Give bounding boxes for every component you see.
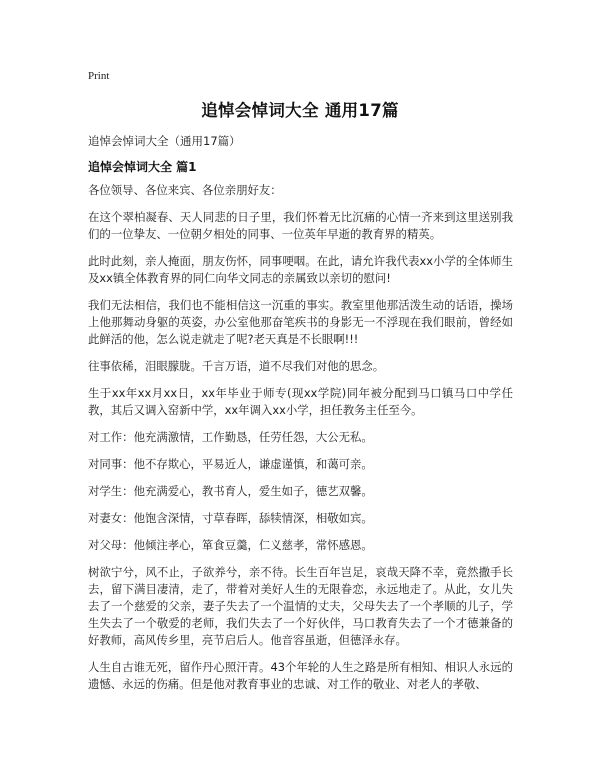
paragraph: 对学生：他充满爱心，教书育人，爱生如子，德艺双馨。 (88, 484, 373, 498)
paragraph: 对工作：他充满激情，工作勤恳，任劳任怨，大公无私。 (88, 430, 373, 444)
paragraph: 树欲宁兮，风不止，子欲养兮，亲不待。长生百年岂足，哀哉天降不幸，竟然撒手长去，留下满目凄清，走了，带着对美好人生的无限眷恋，永远地走了。从此，女儿失去了一个慈爱的父亲，妻子失去了一个温情的丈夫，父母失去了一个孝顺的儿子，学生失去了一个敬爱的老师，我们失去了一个好伙伴，马口教育失去了一个才德兼备的好教师，高风传乡里，亮节启后人。他音容虽逝，但德泽永存。 (88, 565, 513, 647)
paragraph: 对妻女：他饱含深情，寸草春晖，舔犊情深，相敬如宾。 (88, 511, 373, 525)
paragraph-greeting: 各位领导、各位来宾、各位亲朋好友： (88, 183, 282, 197)
paragraph: 此时此刻，亲人掩面，朋友伤怀，同事哽咽。在此，请允许我代表xx小学的全体师生及xx镇全体教育界的同仁向华文同志的亲属致以亲切的慰问! (88, 254, 513, 285)
document-title: 追悼会悼词大全 通用17篇 (201, 101, 399, 120)
paragraph: 生于xx年xx月xx日，xx年毕业于师专(现xx学院)同年被分配到马口镇马口中学任教，其后又调入窑新中学，xx年调入xx小学，担任教务主任至今。 (88, 386, 513, 417)
paragraph: 人生自古谁无死，留作丹心照汗青。43个年轮的人生之路是所有相知、相识人永远的遗憾、永远的伤痛。但是他对教育事业的忠诚、对工作的敬业、对老人的孝敬、 (88, 660, 513, 691)
body-text (88, 182, 513, 703)
paragraph: 往事依稀，泪眼朦胧。千言万语，道不尽我们对他的思念。 (88, 359, 385, 373)
document-subtitle: 追悼会悼词大全（通用17篇） (88, 134, 241, 148)
print-link[interactable]: Print (88, 70, 110, 82)
paragraph: 对同事：他不存欺心，平易近人，谦虚谨慎，和蔼可亲。 (88, 457, 373, 471)
paragraph: 我们无法相信，我们也不能相信这一沉重的事实。教室里他那活泼生动的话语，操场上他那舞动身躯的英姿，办公室他那奋笔疾书的身影无一不浮现在我们眼前，曾经如此鲜活的他，怎么说走就走了呢?老天真是不长眼啊!!! (88, 298, 513, 346)
paragraph: 对父母：他倾注孝心，箪食豆羹，仁义慈孝，常怀感恩。 (88, 538, 373, 552)
paragraph: 在这个翠柏凝春、天人同悲的日子里，我们怀着无比沉痛的心情一齐来到这里送别我们的一位挚友、一位朝夕相处的同事、一位英年早逝的教育界的精英。 (88, 210, 513, 241)
section-heading: 追悼会悼词大全 篇1 (88, 160, 197, 174)
